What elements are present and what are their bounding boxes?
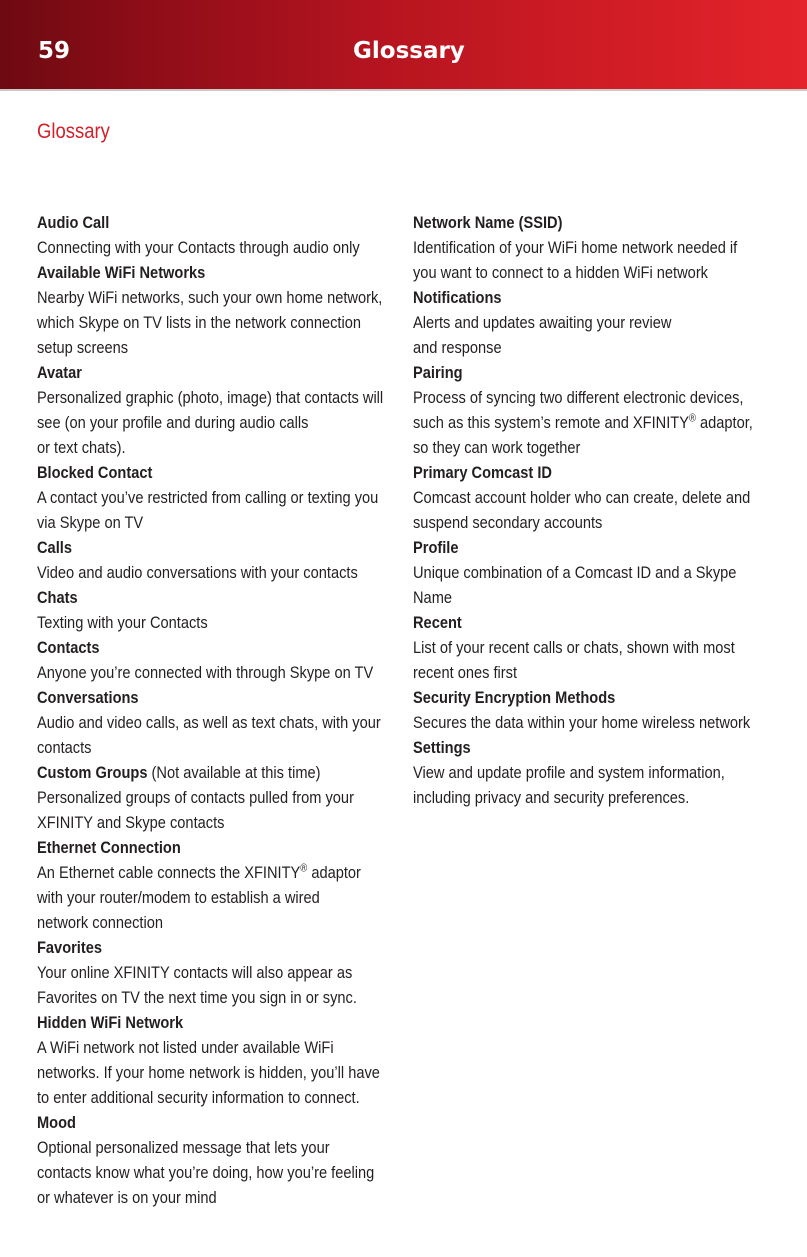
glossary-entry <box>37 760 437 835</box>
glossary-term <box>413 460 757 485</box>
header-title: Glossary <box>353 38 465 64</box>
page-number: 59 <box>38 38 71 64</box>
definition-line: A WiFi network not listed under available WiFi <box>37 1038 334 1057</box>
definition-line: network connection <box>37 913 163 932</box>
glossary-definition <box>37 710 381 760</box>
glossary-entry <box>37 535 437 585</box>
definition-line: Nearby WiFi networks, such your own home network, <box>37 288 383 307</box>
glossary-term-text: Recent <box>413 613 462 632</box>
glossary-entry <box>37 210 437 260</box>
glossary-term <box>413 610 757 635</box>
glossary-definition <box>37 1035 381 1110</box>
glossary-definition <box>37 285 381 360</box>
glossary-term <box>413 285 757 310</box>
glossary-right-column <box>413 210 807 810</box>
definition-line: View and update profile and system information, <box>413 763 725 782</box>
glossary-entry <box>37 360 437 460</box>
glossary-entry <box>413 285 807 360</box>
glossary-term-text: Conversations <box>37 688 139 707</box>
glossary-definition <box>37 1135 381 1210</box>
glossary-definition <box>413 485 757 535</box>
definition-line: you want to connect to a hidden WiFi network <box>413 263 708 282</box>
glossary-definition <box>413 635 757 685</box>
definition-line: setup screens <box>37 338 129 357</box>
glossary-term <box>37 835 381 860</box>
definition-line: with your router/modem to establish a wired <box>37 888 320 907</box>
glossary-definition <box>37 660 381 685</box>
definition-line: Your online XFINITY contacts will also appear as <box>37 963 353 982</box>
definition-line: contacts <box>37 738 92 757</box>
glossary-term <box>37 1110 381 1135</box>
glossary-term-text: Ethernet Connection <box>37 838 181 857</box>
glossary-term <box>37 460 381 485</box>
glossary-entry <box>37 685 437 760</box>
glossary-entry <box>37 635 437 685</box>
definition-line: so they can work together <box>413 438 581 457</box>
glossary-term <box>413 735 757 760</box>
glossary-term <box>37 210 381 235</box>
definition-line: Optional personalized message that lets your <box>37 1138 330 1157</box>
definition-line: Anyone you’re connected with through Skype on TV <box>37 663 374 682</box>
glossary-definition <box>37 610 381 635</box>
definition-line: XFINITY and Skype contacts <box>37 813 225 832</box>
glossary-entry <box>37 1110 437 1210</box>
glossary-entry <box>413 535 807 610</box>
glossary-definition <box>37 385 384 460</box>
glossary-term <box>413 535 757 560</box>
definition-line: Process of syncing two different electronic devices, <box>413 388 744 407</box>
definition-line: contacts know what you’re doing, how you’re feeling <box>37 1163 375 1182</box>
glossary-term <box>413 685 757 710</box>
glossary-term <box>37 760 381 785</box>
definition-line: and response <box>413 338 502 357</box>
glossary-definition <box>37 960 381 1010</box>
definition-line: Texting with your Contacts <box>37 613 208 632</box>
glossary-term-text: Calls <box>37 538 72 557</box>
glossary-term-text: Contacts <box>37 638 100 657</box>
definition-line: Name <box>413 588 453 607</box>
glossary-term-text: Profile <box>413 538 459 557</box>
glossary-entry <box>37 835 437 935</box>
glossary-term-text: Favorites <box>37 938 103 957</box>
definition-line: Personalized graphic (photo, image) that contacts will <box>37 388 384 407</box>
glossary-term-text: Hidden WiFi Network <box>37 1013 184 1032</box>
glossary-term <box>37 635 381 660</box>
definition-line: such as this system’s remote and XFINITY® adaptor, <box>413 412 753 432</box>
definition-line: Unique combination of a Comcast ID and a Skype <box>413 563 737 582</box>
header-divider <box>0 89 807 91</box>
section-title: Glossary <box>37 120 110 143</box>
glossary-left-column <box>37 210 437 1210</box>
glossary-term-text: Mood <box>37 1113 76 1132</box>
glossary-definition <box>413 310 757 360</box>
definition-line: Identification of your WiFi home network needed if <box>413 238 738 257</box>
definition-line: Alerts and updates awaiting your review <box>413 313 672 332</box>
definition-line: Secures the data within your home wireless network <box>413 713 751 732</box>
definition-line: via Skype on TV <box>37 513 144 532</box>
glossary-entry <box>413 460 807 535</box>
glossary-entry <box>413 210 807 285</box>
glossary-term <box>413 210 757 235</box>
glossary-term <box>37 585 381 610</box>
glossary-term <box>413 360 757 385</box>
definition-line: or text chats). <box>37 438 126 457</box>
glossary-term <box>37 535 381 560</box>
glossary-term-text: Settings <box>413 738 471 757</box>
glossary-entry <box>413 610 807 685</box>
definition-line: Comcast account holder who can create, delete and <box>413 488 751 507</box>
glossary-term-text: Pairing <box>413 363 463 382</box>
glossary-term-text: Avatar <box>37 363 82 382</box>
definition-line: An Ethernet cable connects the XFINITY® adaptor <box>37 862 361 882</box>
glossary-term-text: Custom Groups <box>37 763 148 782</box>
definition-line: see (on your profile and during audio calls <box>37 413 309 432</box>
glossary-definition <box>413 760 757 810</box>
glossary-term <box>37 260 381 285</box>
glossary-definition <box>37 785 381 835</box>
definition-line: or whatever is on your mind <box>37 1188 217 1207</box>
glossary-definition <box>37 860 381 935</box>
glossary-term-text: Audio Call <box>37 213 110 232</box>
definition-line: which Skype on TV lists in the network connection <box>37 313 361 332</box>
definition-line: A contact you’ve restricted from calling or texting you <box>37 488 379 507</box>
definition-line: recent ones first <box>413 663 518 682</box>
glossary-definition <box>413 385 757 460</box>
glossary-definition <box>413 235 757 285</box>
glossary-term <box>37 685 381 710</box>
definition-line: Video and audio conversations with your contacts <box>37 563 358 582</box>
definition-line: Audio and video calls, as well as text chats, with your <box>37 713 381 732</box>
glossary-entry <box>37 460 437 535</box>
glossary-term-text: Blocked Contact <box>37 463 153 482</box>
glossary-term-text: Available WiFi Networks <box>37 263 206 282</box>
glossary-term-text: Security Encryption Methods <box>413 688 616 707</box>
glossary-definition <box>37 485 381 535</box>
glossary-definition <box>37 235 381 260</box>
glossary-definition <box>413 560 757 610</box>
definition-line: Personalized groups of contacts pulled from your <box>37 788 354 807</box>
definition-line: to enter additional security information to connect. <box>37 1088 360 1107</box>
glossary-definition <box>413 710 757 735</box>
glossary-definition <box>37 560 381 585</box>
glossary-entry <box>37 585 437 635</box>
glossary-term-note: (Not available at this time) <box>147 763 321 782</box>
glossary-term <box>37 935 381 960</box>
glossary-term-text: Primary Comcast ID <box>413 463 552 482</box>
glossary-entry <box>413 360 807 460</box>
definition-line: networks. If your home network is hidden, you’ll have <box>37 1063 380 1082</box>
glossary-entry <box>37 260 437 360</box>
definition-line: including privacy and security preferences. <box>413 788 690 807</box>
glossary-entry <box>37 1010 437 1110</box>
definition-line: suspend secondary accounts <box>413 513 603 532</box>
glossary-term-text: Chats <box>37 588 78 607</box>
glossary-term-text: Network Name (SSID) <box>413 213 563 232</box>
glossary-term <box>37 360 381 385</box>
glossary-entry <box>37 935 437 1010</box>
glossary-entry <box>413 685 807 735</box>
glossary-term-text: Notifications <box>413 288 502 307</box>
definition-line: Favorites on TV the next time you sign in or sync. <box>37 988 357 1007</box>
definition-line: List of your recent calls or chats, shown with most <box>413 638 735 657</box>
definition-line: Connecting with your Contacts through audio only <box>37 238 360 257</box>
glossary-entry <box>413 735 807 810</box>
glossary-term <box>37 1010 381 1035</box>
